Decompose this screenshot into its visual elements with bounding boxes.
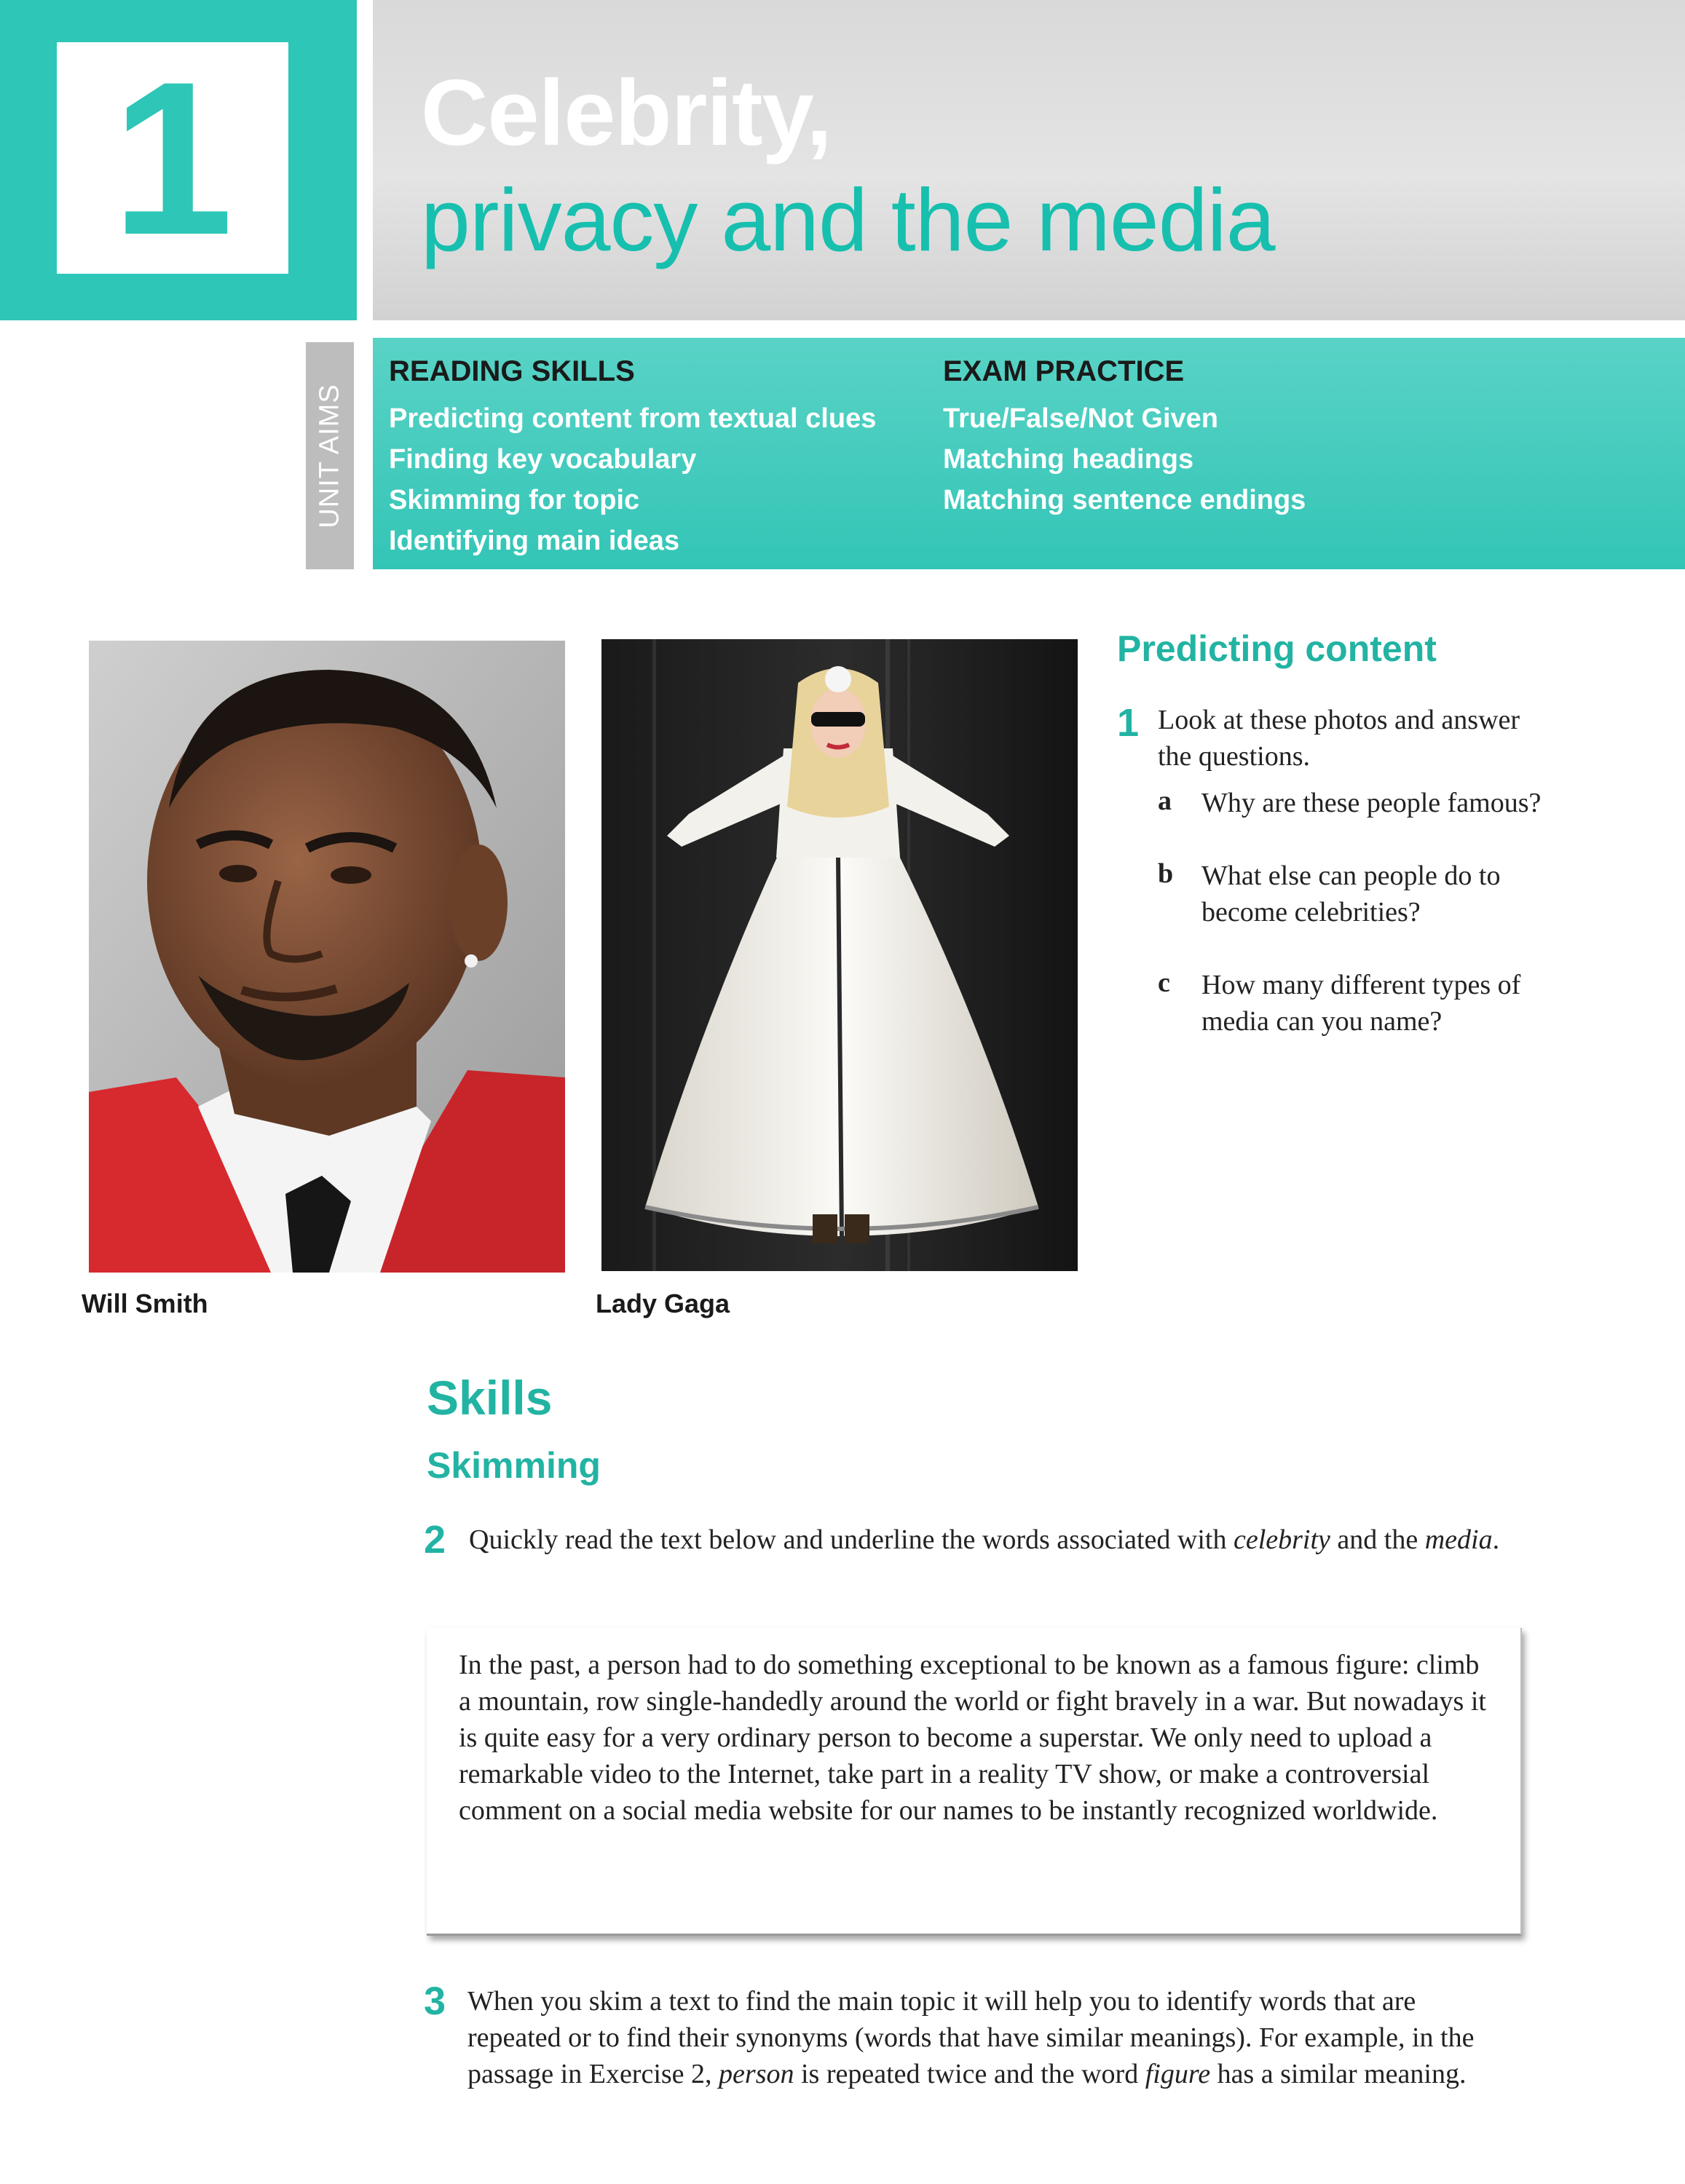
exercise-3-text-middle: is repeated twice and the word [794, 2059, 1145, 2089]
exercise-1-prompt: Look at these photos and answer the questions. [1158, 705, 1520, 772]
reading-skills-column [389, 355, 876, 561]
exercise-1-number: 1 [1117, 701, 1140, 745]
unit-number-square [57, 36, 288, 280]
reading-skill-item: Finding key vocabulary [389, 444, 697, 475]
unit-aims-label [306, 342, 354, 569]
exercise-3-word-person: person [719, 2059, 794, 2089]
question-c-text: How many different types of media can you name? [1201, 970, 1521, 1037]
question-b-letter: b [1158, 858, 1174, 889]
exam-practice-column [943, 355, 1306, 521]
exam-practice-item: True/False/Not Given [943, 403, 1218, 434]
lady-gaga-photo [601, 639, 1078, 1271]
portrait-man-icon [89, 641, 565, 1273]
reading-passage: In the past, a person had to do something exceptional to be known as a famous figure: climb a mountain, row single-handedly around the world or fight bravely in a war. But nowadays it is quite easy for a very ordinary person to become a superstar. We only need to upload a remarkable video to the Internet, take part in a reality TV show, or make a controversial comment on a social media website for our names to be instantly recognized worldwide. [459, 1650, 1486, 1826]
exercise-2-instruction [469, 1522, 1525, 1558]
exam-practice-heading: EXAM PRACTICE [943, 355, 1185, 387]
will-smith-photo [89, 641, 565, 1273]
exercise-2-text-middle: and the [1330, 1524, 1425, 1555]
question-a-letter: a [1158, 786, 1172, 816]
exercise-2-text-end: . [1492, 1524, 1500, 1555]
skills-heading: Skills [427, 1371, 553, 1425]
question-a-text: Why are these people famous? [1201, 788, 1542, 818]
caption-will-smith: Will Smith [82, 1289, 208, 1318]
unit-number: 1 [111, 36, 234, 280]
exercise-3-instruction [467, 1983, 1501, 2092]
question-b-text: What else can people do to become celebrities? [1201, 860, 1501, 927]
caption-lady-gaga: Lady Gaga [596, 1289, 730, 1318]
exercise-2-word-media: media [1424, 1524, 1493, 1555]
reading-skill-item: Skimming for topic [389, 485, 640, 515]
reading-skill-item: Identifying main ideas [389, 526, 680, 556]
exam-practice-item: Matching sentence endings [943, 485, 1306, 515]
exercise-3-text-start: When you skim a text to find the main topic it will help you to identify words that are repeated or to find their synonyms (words that have similar meanings). For example, in the passage in Exercise 2, [467, 1986, 1475, 2089]
predicting-content-heading: Predicting content [1117, 628, 1437, 669]
reading-skills-heading: READING SKILLS [389, 355, 635, 387]
exam-practice-item: Matching headings [943, 444, 1194, 475]
question-c-letter: c [1158, 968, 1170, 998]
exercise-2-text-start: Quickly read the text below and underline the words associated with [469, 1524, 1234, 1555]
unit-title-line-2: privacy and the media [421, 170, 1275, 269]
exercise-2-word-celebrity: celebrity [1233, 1524, 1330, 1555]
portrait-woman-gown-icon [601, 639, 1078, 1271]
exercise-3-word-figure: figure [1145, 2059, 1211, 2089]
reading-skill-item: Predicting content from textual clues [389, 403, 877, 434]
skimming-heading: Skimming [427, 1445, 601, 1486]
unit-title-line-1: Celebrity, [421, 61, 832, 165]
unit-aims-label-text: UNIT AIMS [314, 383, 345, 529]
exercise-3-number: 3 [424, 1979, 446, 2023]
exercise-3-text-end: has a similar meaning. [1210, 2059, 1467, 2089]
exercise-2-number: 2 [424, 1518, 446, 1562]
